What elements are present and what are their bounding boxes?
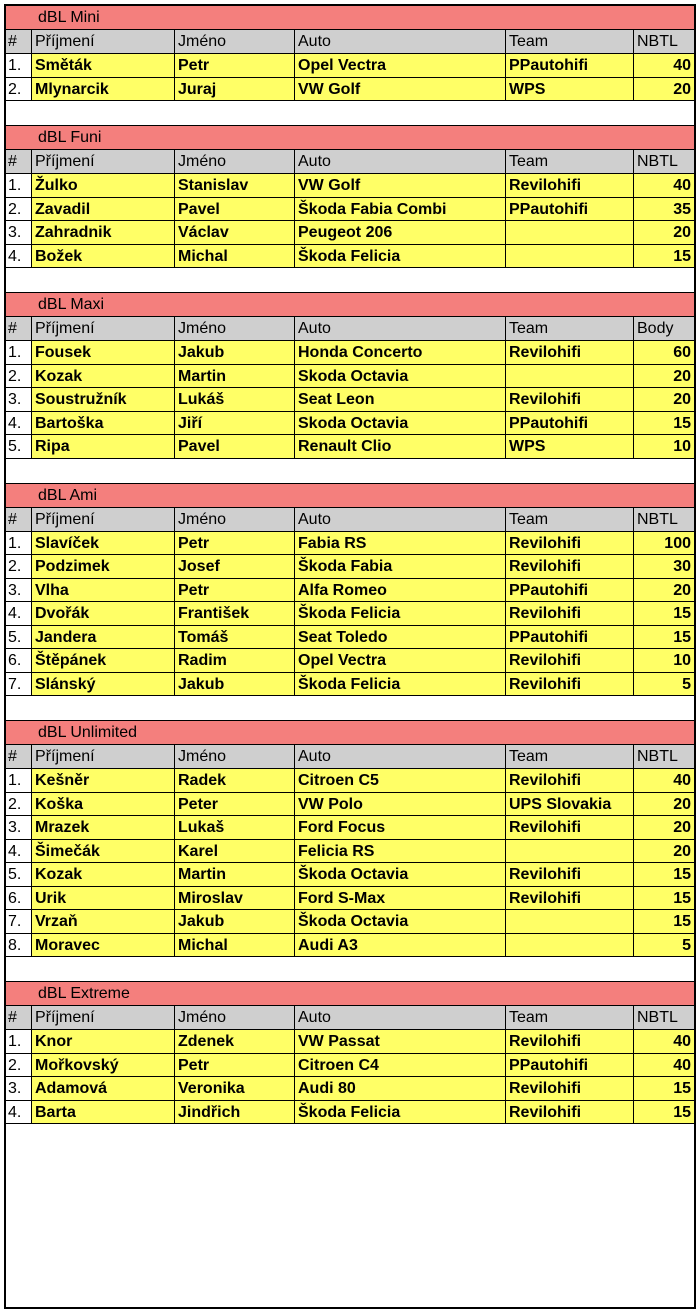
result-row [6, 887, 694, 911]
team-cell: Revilohifi [506, 1030, 634, 1053]
result-row [6, 532, 694, 556]
header-number: # [6, 508, 32, 531]
team-cell [506, 365, 634, 388]
rank-cell: 1. [6, 1030, 32, 1053]
header-surname: Příjmení [32, 317, 175, 340]
first-name-cell: Juraj [175, 78, 295, 101]
car-cell: Opel Vectra [295, 649, 506, 672]
column-header-row [6, 30, 694, 54]
header-first-name: Jméno [175, 30, 295, 53]
rank-cell: 2. [6, 78, 32, 101]
score-cell: 20 [673, 80, 691, 98]
team-cell: Revilohifi [506, 1101, 634, 1124]
team-cell: Revilohifi [506, 887, 634, 910]
car-cell: VW Golf [295, 174, 506, 197]
first-name-cell: Stanislav [175, 174, 295, 197]
car-cell: Citroen C5 [295, 769, 506, 792]
team-cell: Revilohifi [506, 649, 634, 672]
rank-cell: 5. [6, 863, 32, 886]
rank-cell: 2. [6, 1054, 32, 1077]
car-cell: VW Golf [295, 78, 506, 101]
surname-cell: Zahradnik [32, 221, 175, 244]
rank-cell: 4. [6, 412, 32, 435]
car-cell: Audi A3 [295, 934, 506, 957]
rank-cell: 1. [6, 341, 32, 364]
first-name-cell: Jiří [175, 412, 295, 435]
result-row [6, 1077, 694, 1101]
team-cell: Revilohifi [506, 1077, 634, 1100]
team-cell: Revilohifi [506, 602, 634, 625]
first-name-cell: František [175, 602, 295, 625]
surname-cell: Ripa [32, 435, 175, 458]
score-cell: 35 [673, 200, 691, 218]
header-first-name: Jméno [175, 317, 295, 340]
team-cell: Revilohifi [506, 532, 634, 555]
header-surname: Příjmení [32, 508, 175, 531]
result-row [6, 341, 694, 365]
header-first-name: Jméno [175, 508, 295, 531]
first-name-cell: Jindřich [175, 1101, 295, 1124]
first-name-cell: Martin [175, 365, 295, 388]
result-row [6, 1030, 694, 1054]
header-score: NBTL [637, 1009, 678, 1026]
rank-cell: 1. [6, 532, 32, 555]
category-title-row [6, 126, 694, 150]
surname-cell: Dvořák [32, 602, 175, 625]
score-cell: 40 [673, 1033, 691, 1050]
result-row [6, 793, 694, 817]
rank-cell: 5. [6, 435, 32, 458]
car-cell: Peugeot 206 [295, 221, 506, 244]
team-cell: Revilohifi [506, 673, 634, 696]
score-cell: 100 [664, 534, 691, 552]
car-cell: Skoda Octavia [295, 365, 506, 388]
team-cell [506, 840, 634, 863]
category-title: dBL Ami [38, 486, 97, 504]
rank-cell: 3. [6, 1077, 32, 1100]
first-name-cell: Josef [175, 555, 295, 578]
car-cell: Seat Toledo [295, 626, 506, 649]
team-cell: Revilohifi [506, 388, 634, 411]
team-cell: Revilohifi [506, 174, 634, 197]
score-cell: 40 [673, 57, 691, 74]
car-cell: VW Passat [295, 1030, 506, 1053]
rank-cell: 4. [6, 1101, 32, 1124]
first-name-cell: Radek [175, 769, 295, 792]
score-cell: 10 [673, 652, 691, 669]
result-row [6, 245, 694, 269]
first-name-cell: Jakub [175, 910, 295, 933]
first-name-cell: Lukáš [175, 388, 295, 411]
score-cell: 15 [673, 605, 691, 622]
header-first-name: Jméno [175, 745, 295, 768]
result-row [6, 934, 694, 958]
surname-cell: Bartoška [32, 412, 175, 435]
result-row [6, 1054, 694, 1078]
result-row [6, 54, 694, 78]
score-cell: 5 [682, 675, 691, 693]
header-number: # [6, 1006, 32, 1029]
surname-cell: Mořkovský [32, 1054, 175, 1077]
surname-cell: Jandera [32, 626, 175, 649]
first-name-cell: Zdenek [175, 1030, 295, 1053]
surname-cell: Kozak [32, 365, 175, 388]
surname-cell: Vlha [32, 579, 175, 602]
rank-cell: 5. [6, 626, 32, 649]
surname-cell: Kešněr [32, 769, 175, 792]
category-block [6, 293, 694, 484]
header-car: Auto [295, 30, 506, 53]
header-score: NBTL [637, 510, 678, 528]
first-name-cell: Peter [175, 793, 295, 816]
score-cell: 20 [673, 367, 691, 385]
surname-cell: Mrazek [32, 816, 175, 839]
score-cell: 15 [673, 866, 691, 883]
first-name-cell: Petr [175, 1054, 295, 1077]
score-cell: 40 [673, 177, 691, 194]
section-spacer [6, 101, 694, 126]
team-cell: PPautohifi [506, 626, 634, 649]
surname-cell: Moravec [32, 934, 175, 957]
team-cell: WPS [506, 78, 634, 101]
score-cell: 10 [673, 438, 691, 455]
surname-cell: Slavíček [32, 532, 175, 555]
header-car: Auto [295, 508, 506, 531]
category-title-row [6, 6, 694, 30]
surname-cell: Barta [32, 1101, 175, 1124]
rank-cell: 3. [6, 816, 32, 839]
result-row [6, 863, 694, 887]
header-surname: Příjmení [32, 1006, 175, 1029]
team-cell: PPautohifi [506, 1054, 634, 1077]
team-cell: UPS Slovakia [506, 793, 634, 816]
section-spacer [6, 696, 694, 721]
surname-cell: Podzimek [32, 555, 175, 578]
surname-cell: Žulko [32, 174, 175, 197]
score-cell: 15 [673, 247, 691, 265]
surname-cell: Štěpánek [32, 649, 175, 672]
header-team: Team [506, 150, 634, 173]
result-row [6, 198, 694, 222]
result-row [6, 602, 694, 626]
rank-cell: 2. [6, 793, 32, 816]
header-car: Auto [295, 317, 506, 340]
column-header-row [6, 508, 694, 532]
category-block [6, 126, 694, 293]
result-row [6, 673, 694, 697]
header-team: Team [506, 317, 634, 340]
surname-cell: Šimečák [32, 840, 175, 863]
surname-cell: Knor [32, 1030, 175, 1053]
column-header-row [6, 317, 694, 341]
rank-cell: 2. [6, 198, 32, 221]
header-first-name: Jméno [175, 1006, 295, 1029]
category-title-row [6, 721, 694, 745]
column-header-row [6, 1006, 694, 1030]
result-rows [6, 341, 694, 459]
result-row [6, 174, 694, 198]
category-block [6, 982, 694, 1124]
header-score: Body [637, 320, 674, 337]
score-cell: 15 [673, 913, 691, 930]
header-team: Team [506, 508, 634, 531]
score-cell: 20 [673, 795, 691, 813]
result-row [6, 649, 694, 673]
team-cell [506, 934, 634, 957]
score-cell: 15 [673, 1103, 691, 1121]
header-number: # [6, 30, 32, 53]
header-number: # [6, 745, 32, 768]
header-car: Auto [295, 1006, 506, 1029]
rank-cell: 3. [6, 388, 32, 411]
score-cell: 15 [673, 889, 691, 907]
header-car: Auto [295, 745, 506, 768]
result-row [6, 579, 694, 603]
team-cell: Revilohifi [506, 816, 634, 839]
surname-cell: Zavadil [32, 198, 175, 221]
first-name-cell: Jakub [175, 341, 295, 364]
score-cell: 20 [673, 224, 691, 241]
section-spacer [6, 268, 694, 293]
car-cell: Citroen C4 [295, 1054, 506, 1077]
category-block [6, 721, 694, 982]
header-number: # [6, 317, 32, 340]
first-name-cell: Miroslav [175, 887, 295, 910]
result-row [6, 365, 694, 389]
score-cell: 20 [673, 581, 691, 599]
team-cell [506, 245, 634, 268]
team-cell: Revilohifi [506, 769, 634, 792]
header-team: Team [506, 30, 634, 53]
category-title: dBL Funi [38, 129, 102, 146]
score-cell: 5 [682, 936, 691, 954]
header-car: Auto [295, 150, 506, 173]
surname-cell: Slánský [32, 673, 175, 696]
result-row [6, 626, 694, 650]
score-cell: 20 [673, 391, 691, 408]
column-header-row [6, 150, 694, 174]
result-rows [6, 769, 694, 957]
team-cell: PPautohifi [506, 54, 634, 77]
first-name-cell: Jakub [175, 673, 295, 696]
header-surname: Příjmení [32, 30, 175, 53]
car-cell: Honda Concerto [295, 341, 506, 364]
first-name-cell: Martin [175, 863, 295, 886]
header-surname: Příjmení [32, 150, 175, 173]
surname-cell: Koška [32, 793, 175, 816]
rank-cell: 1. [6, 54, 32, 77]
rank-cell: 3. [6, 579, 32, 602]
car-cell: Skoda Octavia [295, 412, 506, 435]
car-cell: Ford Focus [295, 816, 506, 839]
result-row [6, 221, 694, 245]
category-title: dBL Unlimited [38, 724, 138, 741]
category-block [6, 484, 694, 722]
header-team: Team [506, 1006, 634, 1029]
car-cell: Renault Clio [295, 435, 506, 458]
score-cell: 60 [673, 344, 691, 361]
rank-cell: 4. [6, 840, 32, 863]
header-score: NBTL [637, 153, 678, 170]
score-cell: 15 [673, 628, 691, 646]
header-score: NBTL [637, 33, 678, 50]
team-cell: PPautohifi [506, 579, 634, 602]
first-name-cell: Petr [175, 532, 295, 555]
rank-cell: 4. [6, 245, 32, 268]
rank-cell: 7. [6, 673, 32, 696]
section-spacer [6, 957, 694, 982]
surname-cell: Božek [32, 245, 175, 268]
result-row [6, 388, 694, 412]
car-cell: Škoda Octavia [295, 863, 506, 886]
result-rows [6, 174, 694, 268]
category-block [6, 6, 694, 126]
rank-cell: 3. [6, 221, 32, 244]
car-cell: Škoda Octavia [295, 910, 506, 933]
category-title-row [6, 484, 694, 508]
first-name-cell: Petr [175, 579, 295, 602]
result-rows [6, 532, 694, 697]
team-cell: PPautohifi [506, 198, 634, 221]
car-cell: Audi 80 [295, 1077, 506, 1100]
team-cell: WPS [506, 435, 634, 458]
result-row [6, 769, 694, 793]
result-rows [6, 1030, 694, 1124]
first-name-cell: Michal [175, 934, 295, 957]
first-name-cell: Tomáš [175, 626, 295, 649]
first-name-cell: Veronika [175, 1077, 295, 1100]
score-cell: 30 [673, 558, 691, 575]
results-spreadsheet [4, 4, 696, 1309]
first-name-cell: Petr [175, 54, 295, 77]
rank-cell: 1. [6, 174, 32, 197]
header-number: # [6, 150, 32, 173]
first-name-cell: Michal [175, 245, 295, 268]
score-cell: 15 [673, 1080, 691, 1097]
surname-cell: Směták [32, 54, 175, 77]
team-cell: PPautohifi [506, 412, 634, 435]
result-rows [6, 54, 694, 101]
first-name-cell: Pavel [175, 435, 295, 458]
rank-cell: 2. [6, 365, 32, 388]
surname-cell: Vrzaň [32, 910, 175, 933]
result-row [6, 78, 694, 102]
first-name-cell: Václav [175, 221, 295, 244]
car-cell: Opel Vectra [295, 54, 506, 77]
surname-cell: Adamová [32, 1077, 175, 1100]
category-title-row [6, 982, 694, 1006]
result-row [6, 840, 694, 864]
rank-cell: 8. [6, 934, 32, 957]
result-row [6, 816, 694, 840]
result-row [6, 555, 694, 579]
header-first-name: Jméno [175, 150, 295, 173]
rank-cell: 7. [6, 910, 32, 933]
team-cell: Revilohifi [506, 341, 634, 364]
category-title: dBL Maxi [38, 296, 105, 313]
first-name-cell: Pavel [175, 198, 295, 221]
surname-cell: Kozak [32, 863, 175, 886]
rank-cell: 4. [6, 602, 32, 625]
car-cell: Felicia RS [295, 840, 506, 863]
car-cell: Škoda Felicia [295, 1101, 506, 1124]
car-cell: Škoda Felicia [295, 673, 506, 696]
surname-cell: Fousek [32, 341, 175, 364]
team-cell: Revilohifi [506, 555, 634, 578]
rank-cell: 6. [6, 649, 32, 672]
car-cell: Seat Leon [295, 388, 506, 411]
car-cell: Alfa Romeo [295, 579, 506, 602]
header-team: Team [506, 745, 634, 768]
column-header-row [6, 745, 694, 769]
rank-cell: 2. [6, 555, 32, 578]
score-cell: 40 [673, 772, 691, 789]
first-name-cell: Karel [175, 840, 295, 863]
team-cell [506, 910, 634, 933]
header-surname: Příjmení [32, 745, 175, 768]
header-score: NBTL [637, 748, 678, 765]
score-cell: 20 [673, 842, 691, 860]
car-cell: Škoda Fabia [295, 555, 506, 578]
rank-cell: 1. [6, 769, 32, 792]
score-cell: 40 [673, 1056, 691, 1074]
score-cell: 20 [673, 819, 691, 836]
rank-cell: 6. [6, 887, 32, 910]
result-row [6, 1101, 694, 1125]
section-spacer [6, 459, 694, 484]
car-cell: Škoda Felicia [295, 602, 506, 625]
car-cell: VW Polo [295, 793, 506, 816]
result-row [6, 435, 694, 459]
category-title: dBL Mini [38, 9, 100, 26]
first-name-cell: Radim [175, 649, 295, 672]
surname-cell: Soustružník [32, 388, 175, 411]
car-cell: Ford S-Max [295, 887, 506, 910]
score-cell: 15 [673, 414, 691, 432]
first-name-cell: Lukaš [175, 816, 295, 839]
car-cell: Fabia RS [295, 532, 506, 555]
result-row [6, 910, 694, 934]
category-title: dBL Extreme [38, 985, 130, 1002]
result-row [6, 412, 694, 436]
surname-cell: Urik [32, 887, 175, 910]
car-cell: Škoda Fabia Combi [295, 198, 506, 221]
category-title-row [6, 293, 694, 317]
team-cell [506, 221, 634, 244]
surname-cell: Mlynarcik [32, 78, 175, 101]
team-cell: Revilohifi [506, 863, 634, 886]
car-cell: Škoda Felicia [295, 245, 506, 268]
